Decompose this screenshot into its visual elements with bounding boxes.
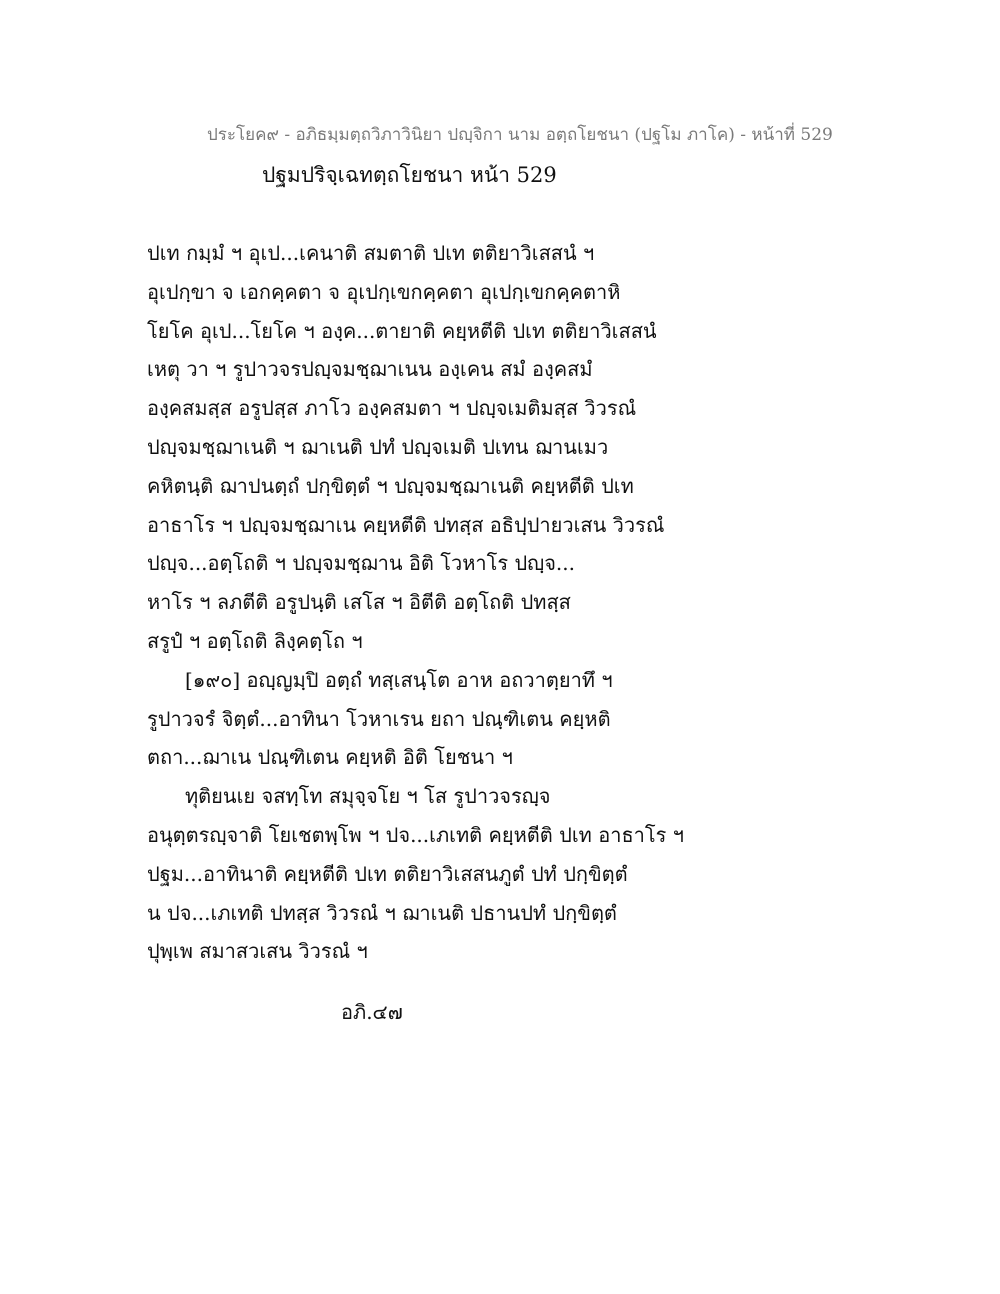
text-line: องฺคสมสฺส อรูปสฺส ภาโว องฺคสมตา ฯ ปญฺจเมติมสฺส วิวรณํ xyxy=(147,396,637,421)
text-line: ทุติยนเย จสทฺโท สมุจฺจโย ฯ โส รูปาวจรญฺจ xyxy=(185,784,551,809)
text-line: ปญฺจ...อตฺโถติ ฯ ปญฺจมชฺฌาน อิติ โวหาโร ปญฺจ... xyxy=(147,551,575,576)
text-line: เหตุ วา ฯ รูปาวจรปญฺจมชฺฌาเนน องฺเคน สมํ องฺคสมํ xyxy=(147,357,593,382)
page-title: ปฐมปริจฺเฉทตฺถโยชนา หน้า 529 xyxy=(262,163,557,187)
text-line: รูปาวจรํ จิตฺตํ...อาทินา โวหาเรน ยถา ปณฺฑิเตน คยฺหติ xyxy=(147,706,611,731)
text-line: อนุตฺตรญฺจาติ โยเชตพฺโพ ฯ ปจ...เภเทติ คยฺหตีติ ปเท อาธาโร ฯ xyxy=(147,822,684,847)
text-line: ปเท กมฺมํ ฯ อุเป...เคนาติ สมตาติ ปเท ตติยาวิเสสนํ ฯ xyxy=(147,241,595,265)
text-line: หาโร ฯ ลภตีติ อรูปนฺติ เสโส ฯ อิตีติ อตฺโถติ ปทสฺส xyxy=(147,590,571,615)
text-line: อาธาโร ฯ ปญฺจมชฺฌาเน คยฺหตีติ ปทสฺส อธิปฺปายวเสน วิวรณํ xyxy=(147,512,665,537)
running-header: ประโยค๙ - อภิธมฺมตฺถวิภาวินิยา ปญฺจิกา นาม อตฺถโยชนา (ปฐโม ภาโค) - หน้าที่ 529 xyxy=(207,125,833,145)
text-line: โยโค อุเป...โยโค ฯ องฺค...ตายาติ คยฺหตีติ ปเท ตติยาวิเสสนํ xyxy=(147,318,657,343)
text-line: ปุพฺเพ สมาสวเสน วิวรณํ ฯ xyxy=(147,939,368,964)
text-line: [๑๙๐] อญฺญมฺปิ อตฺถํ ทสฺเสนฺโต อาห อถวาตฺยาทึ ฯ xyxy=(185,667,613,692)
text-line: สรูปํ ฯ อตฺโถติ ลิงฺคตฺโถ ฯ xyxy=(147,628,363,653)
text-line: อุเปกฺขา จ เอกคฺคตา จ อุเปกฺเขกคฺคตา อุเปกฺเขกคฺคตาหิ xyxy=(147,279,621,304)
body-text xyxy=(147,234,767,971)
text-line: ตถา...ฌาเน ปณฺฑิเตน คยฺหติ อิติ โยชนา ฯ xyxy=(147,745,513,770)
footer-mark: อภิ.๔๗ xyxy=(341,1000,403,1024)
text-line: ปญฺจมชฺฌาเนติ ฯ ฌาเนติ ปทํ ปญฺจเมติ ปเทน ฌานเมว xyxy=(147,434,609,459)
text-line: คหิตนฺติ ฌาปนตฺถํ ปกฺขิตฺตํ ฯ ปญฺจมชฺฌาเนติ คยฺหตีติ ปเท xyxy=(147,473,634,498)
text-line: น ปจ...เภเทติ ปทสฺส วิวรณํ ฯ ฌาเนติ ปธานปทํ ปกฺขิตฺตํ xyxy=(147,900,617,925)
text-line: ปฐม...อาทินาติ คยฺหตีติ ปเท ตติยาวิเสสนภูตํ ปทํ ปกฺขิตฺตํ xyxy=(147,861,628,886)
